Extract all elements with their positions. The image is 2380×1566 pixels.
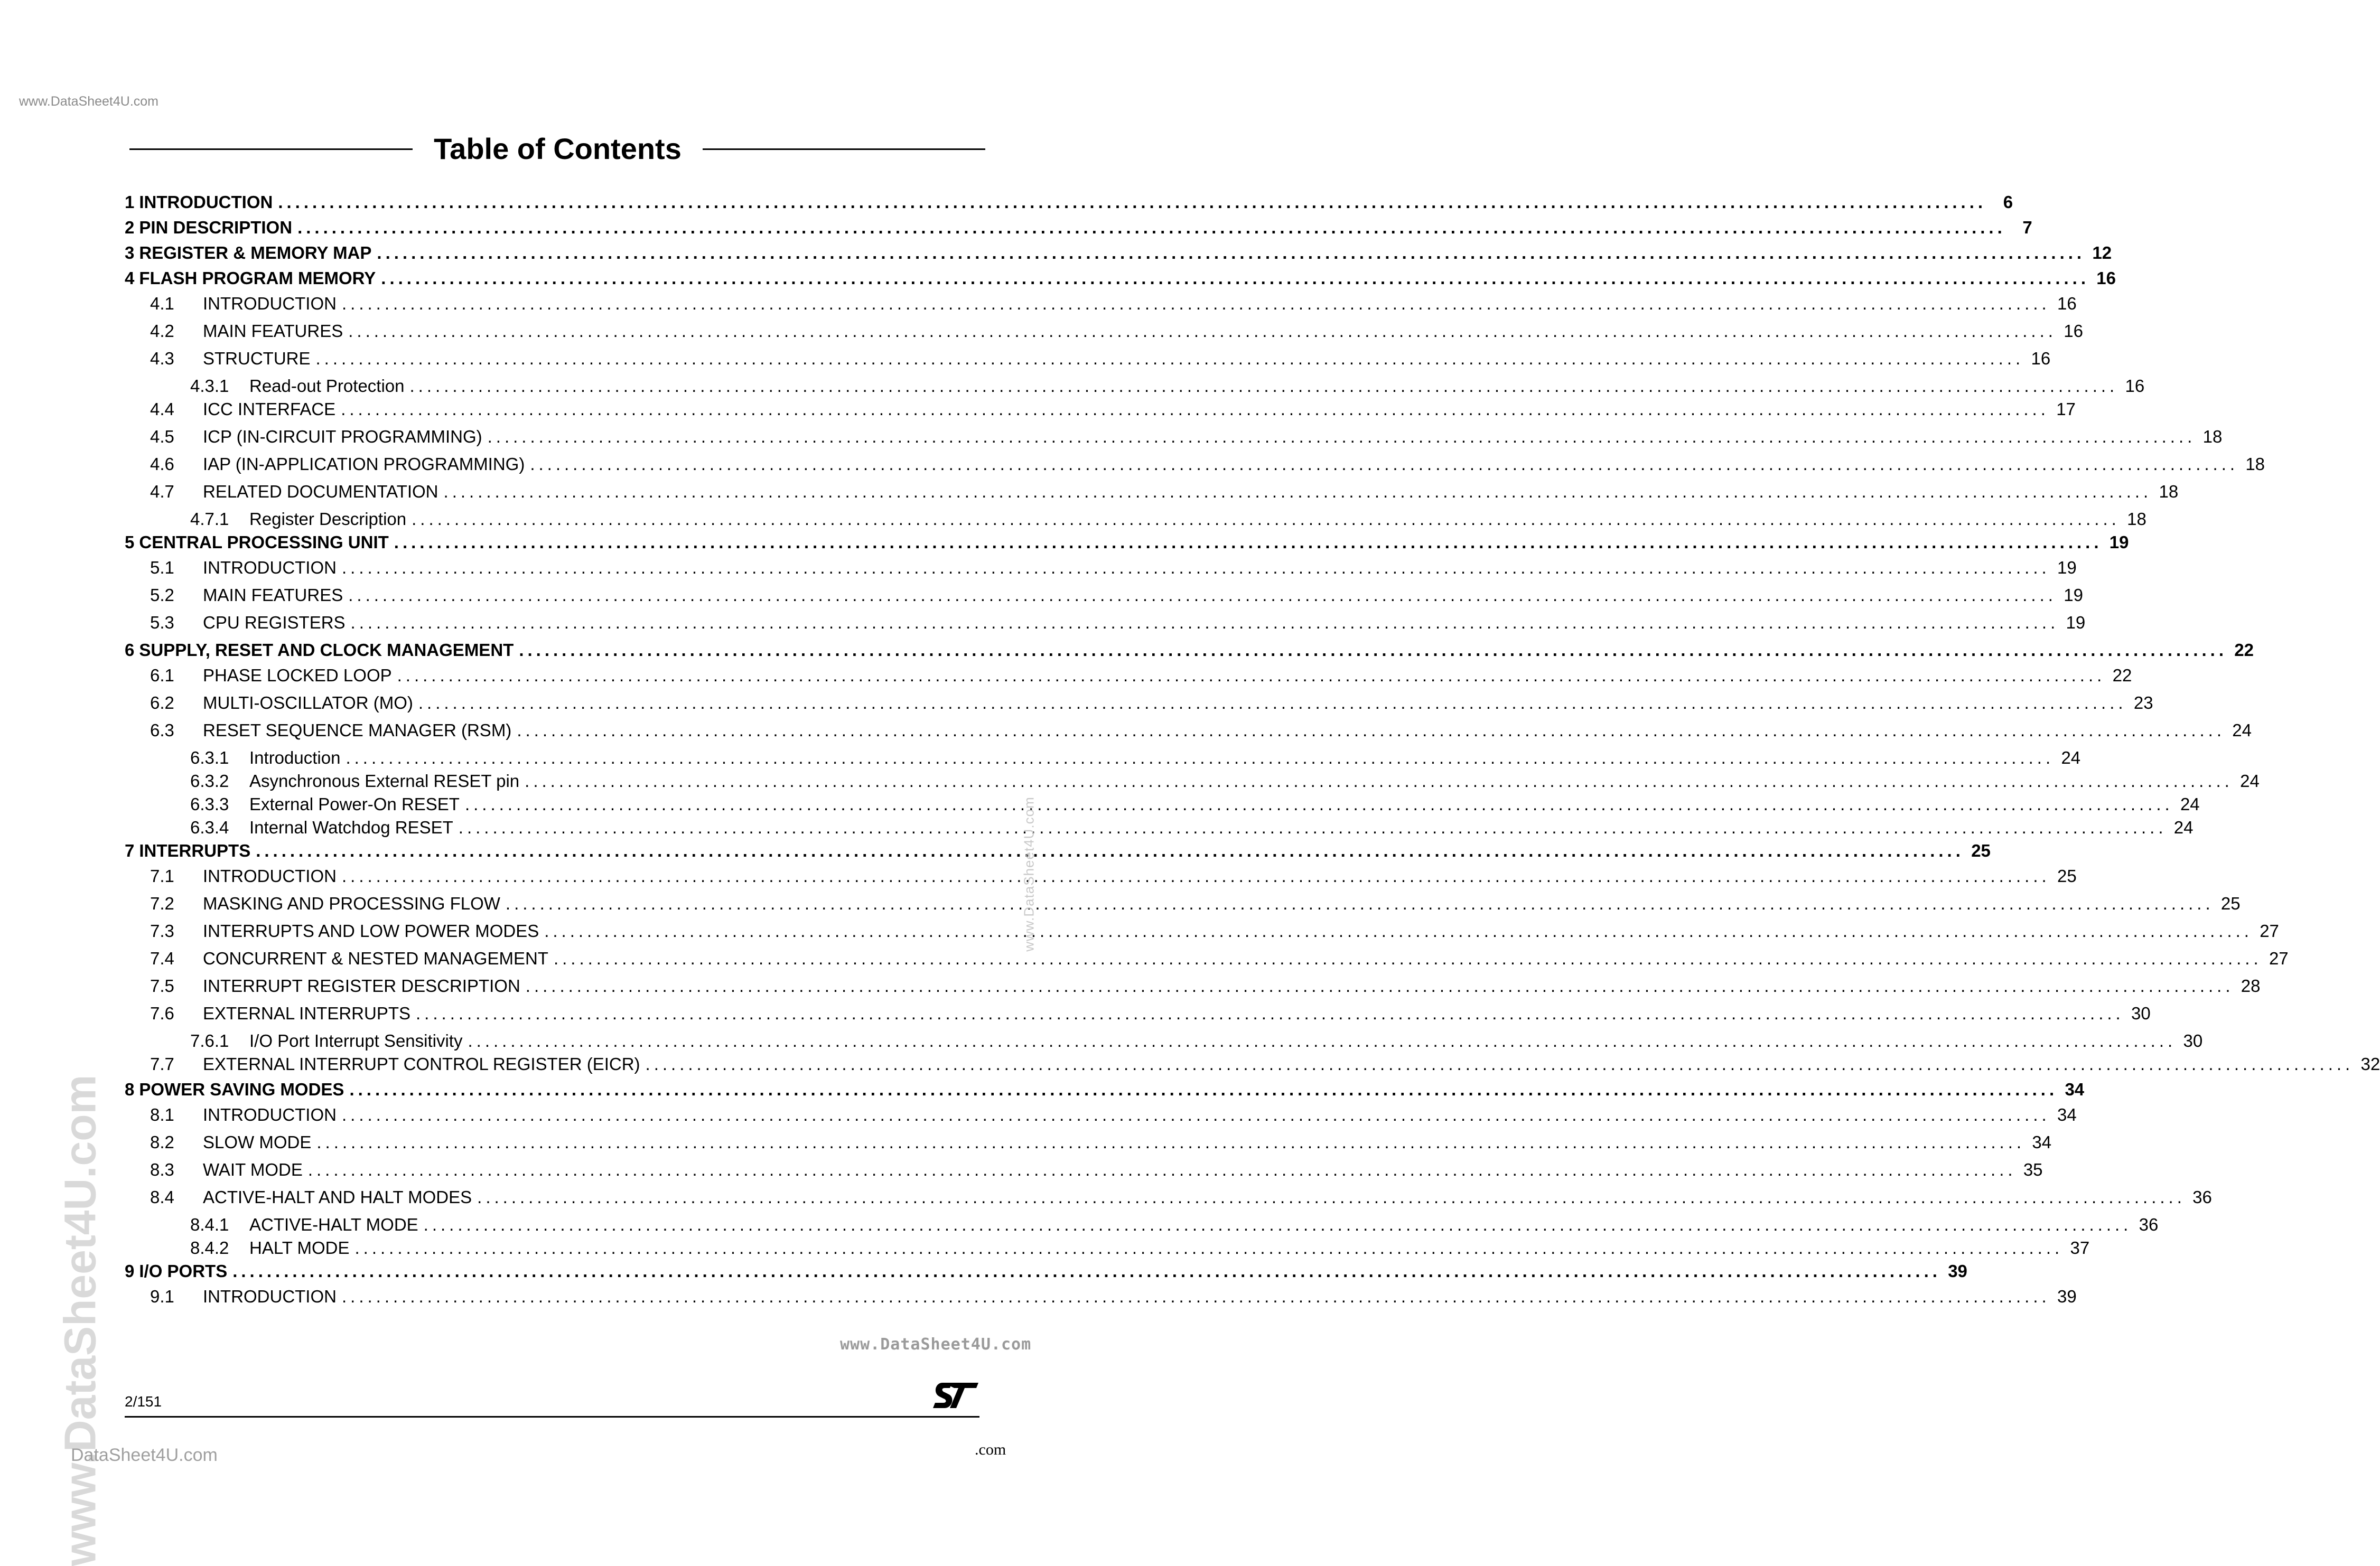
toc-entry[interactable] — [125, 1079, 2085, 1100]
toc-entry[interactable] — [125, 399, 2076, 420]
toc-dot-leader: ........................................................................................................................................................................................................ — [423, 1215, 2132, 1234]
toc-entry-page: 36 — [2192, 1187, 2212, 1207]
toc-entry-title: Introduction — [249, 748, 341, 767]
toc-entry-title: RELATED DOCUMENTATION — [203, 482, 438, 501]
toc-dot-leader: ........................................................................................................................................................................................................ — [348, 321, 2057, 341]
toc-dot-leader: ........................................................................................................................................................................................................ — [349, 1080, 2058, 1099]
toc-entry[interactable] — [125, 1132, 2052, 1153]
toc-entry-number: 6.3.2 — [190, 771, 229, 791]
toc-dot-leader: ........................................................................................................................................................................................................ — [232, 1261, 1941, 1281]
toc-entry[interactable] — [125, 893, 2241, 914]
toc-entry-number: 4.4 — [150, 399, 174, 419]
toc-entry-title: INTRODUCTION — [203, 1287, 337, 1306]
toc-dot-leader: ........................................................................................................................................................................................................ — [341, 558, 2050, 577]
toc-entry-page: 34 — [2032, 1132, 2052, 1152]
toc-entry[interactable] — [125, 426, 2223, 447]
toc-entry[interactable] — [125, 665, 2132, 686]
toc-entry[interactable] — [125, 293, 2077, 314]
toc-entry-page: 24 — [2180, 794, 2200, 814]
toc-entry-title: STRUCTURE — [203, 349, 311, 368]
toc-dot-leader: ........................................................................................................................................................................................................ — [307, 1160, 2017, 1179]
toc-dot-leader: ........................................................................................................................................................................................................ — [256, 841, 1964, 860]
toc-dot-leader: ........................................................................................................................................................................................................ — [505, 894, 2214, 913]
toc-entry-title: INTERRUPTS AND LOW POWER MODES — [203, 921, 539, 941]
toc-entry[interactable] — [125, 747, 2081, 768]
title-row — [129, 132, 985, 174]
toc-entry[interactable] — [125, 192, 2013, 213]
toc-dot-leader: ........................................................................................................................................................................................................ — [341, 294, 2050, 313]
toc-entry-title: Read-out Protection — [249, 376, 405, 396]
toc-entry-page: 19 — [2064, 585, 2083, 605]
toc-dot-leader: ........................................................................................................................................................................................................ — [341, 866, 2050, 886]
toc-entry-page: 27 — [2269, 949, 2289, 968]
st-logo-icon — [931, 1381, 982, 1410]
toc-dot-leader: ........................................................................................................................................................................................................ — [377, 243, 2086, 262]
toc-entry[interactable] — [125, 1054, 2380, 1075]
toc-entry[interactable] — [125, 321, 2083, 342]
toc-entry-number: 4 — [125, 268, 135, 288]
toc-entry-title: I/O Port Interrupt Sensitivity — [249, 1031, 463, 1051]
toc-entry-title: INTERRUPT REGISTER DESCRIPTION — [203, 976, 520, 996]
toc-dot-leader: ........................................................................................................................................................................................................ — [348, 585, 2057, 605]
toc-entry-page: 32 — [2360, 1054, 2380, 1074]
toc-entry-title: CONCURRENT & NESTED MANAGEMENT — [203, 949, 548, 968]
toc-entry-number: 5.3 — [150, 613, 174, 632]
toc-entry-number: 7.1 — [150, 866, 174, 886]
toc-entry[interactable] — [125, 612, 2086, 633]
toc-entry-page: 22 — [2234, 640, 2254, 660]
toc-dot-leader: ........................................................................................................................................................................................................ — [519, 640, 2228, 660]
toc-entry-number: 7.6.1 — [190, 1031, 229, 1051]
toc-entry-page: 24 — [2232, 720, 2252, 740]
toc-dot-leader: ........................................................................................................................................................................................................ — [530, 454, 2239, 474]
toc-entry-page: 23 — [2133, 693, 2153, 712]
toc-entry-number: 6.1 — [150, 665, 174, 685]
toc-dot-leader: ........................................................................................................................................................................................................ — [409, 376, 2118, 396]
watermark-bottom-left: DataSheet4U.com — [71, 1445, 218, 1465]
toc-entry[interactable] — [125, 817, 2194, 838]
toc-entry-title: REGISTER & MEMORY MAP — [139, 243, 372, 262]
toc-entry-page: 22 — [2112, 665, 2132, 685]
toc-entry[interactable] — [125, 454, 2265, 475]
toc-entry[interactable] — [125, 794, 2200, 815]
toc-entry-number: 8.3 — [150, 1160, 174, 1179]
toc-entry-number: 2 — [125, 218, 135, 237]
toc-entry-number: 8.4 — [150, 1187, 174, 1207]
toc-entry-page: 25 — [2057, 866, 2077, 886]
toc-entry-title: INTRODUCTION — [139, 192, 273, 212]
toc-entry[interactable] — [125, 268, 2116, 289]
toc-entry-title: INTERRUPTS — [139, 841, 251, 860]
toc-entry-title: MAIN FEATURES — [203, 321, 343, 341]
toc-dot-leader: ........................................................................................................................................................................................................ — [297, 218, 2006, 237]
toc-entry-title: CPU REGISTERS — [203, 613, 346, 632]
toc-entry[interactable] — [125, 242, 2112, 264]
toc-entry-number: 8 — [125, 1080, 135, 1099]
toc-entry-page: 34 — [2057, 1105, 2077, 1124]
toc-dot-leader: ........................................................................................................................................................................................................ — [645, 1054, 2354, 1074]
toc-entry[interactable] — [125, 720, 2252, 741]
watermark-big-vertical: www.DataSheet4U.com — [55, 1074, 105, 1566]
toc-entry-title: INTRODUCTION — [203, 294, 337, 313]
toc-entry-title: MASKING AND PROCESSING FLOW — [203, 894, 500, 913]
toc-entry-number: 6.3.3 — [190, 794, 229, 814]
toc-entry-page: 24 — [2173, 818, 2194, 837]
toc-entry-title: POWER SAVING MODES — [139, 1080, 344, 1099]
toc-dot-leader: ........................................................................................................................................................................................................ — [468, 1031, 2177, 1051]
toc-entry-number: 6.3 — [150, 720, 174, 740]
toc-entry-page: 16 — [2064, 321, 2083, 341]
toc-entry-number: 6.3.1 — [190, 748, 229, 767]
toc-dot-leader: ........................................................................................................................................................................................................ — [278, 192, 1987, 212]
toc-entry[interactable] — [125, 217, 2032, 238]
toc-entry-title: HALT MODE — [249, 1238, 350, 1258]
toc-entry-page: 19 — [2109, 532, 2129, 552]
toc-entry-number: 7.4 — [150, 949, 174, 968]
toc-entry-number: 4.5 — [150, 427, 174, 446]
toc-entry[interactable] — [125, 1003, 2151, 1024]
toc-entry[interactable] — [125, 557, 2077, 578]
toc-entry-title: EXTERNAL INTERRUPT CONTROL REGISTER (EICR) — [203, 1054, 640, 1074]
toc-entry-number: 4.2 — [150, 321, 174, 341]
toc-entry-title: EXTERNAL INTERRUPTS — [203, 1004, 411, 1023]
toc-dot-leader: ........................................................................................................................................................................................................ — [418, 693, 2127, 712]
toc-entry-number: 4.7.1 — [190, 509, 229, 529]
toc-dot-leader: ........................................................................................................................................................................................................ — [464, 794, 2173, 814]
toc-entry-page: 16 — [2096, 268, 2116, 288]
toc-entry-number: 4.6 — [150, 454, 174, 474]
toc-dot-leader: ........................................................................................................................................................................................................ — [544, 921, 2253, 941]
toc-dot-leader: ........................................................................................................................................................................................................ — [315, 349, 2024, 368]
toc-dot-leader: ........................................................................................................................................................................................................ — [412, 509, 2120, 529]
toc-entry-title: I/O PORTS — [139, 1261, 228, 1281]
toc-entry-number: 7.6 — [150, 1004, 174, 1023]
toc-entry-page: 30 — [2183, 1031, 2203, 1051]
toc-dot-leader: ........................................................................................................................................................................................................ — [341, 1287, 2050, 1306]
toc-entry-title: Internal Watchdog RESET — [249, 818, 453, 837]
toc-entry-title: INTRODUCTION — [203, 558, 337, 577]
toc-entry-page: 35 — [2023, 1160, 2043, 1179]
toc-entry[interactable] — [125, 1187, 2212, 1208]
toc-entry-number: 4.7 — [150, 482, 174, 501]
toc-entry-title: ACTIVE-HALT MODE — [249, 1215, 418, 1234]
toc-entry-page: 25 — [1971, 841, 1991, 860]
title-rule-right — [703, 148, 985, 150]
toc-entry-title: WAIT MODE — [203, 1160, 303, 1179]
toc-entry-title: External Power-On RESET — [249, 794, 460, 814]
toc-entry-page: 28 — [2241, 976, 2261, 996]
toc-dot-leader: ........................................................................................................................................................................................................ — [316, 1132, 2026, 1152]
toc-entry-page: 18 — [2159, 482, 2179, 501]
page-title: Table of Contents — [434, 132, 682, 165]
toc-entry-page: 18 — [2127, 509, 2146, 529]
toc-entry[interactable] — [125, 1159, 2043, 1180]
toc-entry[interactable] — [125, 509, 2146, 530]
toc-entry[interactable] — [125, 376, 2145, 397]
toc-dot-leader: ........................................................................................................................................................................................................ — [517, 720, 2226, 740]
toc-dot-leader: ........................................................................................................................................................................................................ — [354, 1238, 2064, 1258]
toc-entry-number: 9.1 — [150, 1287, 174, 1306]
toc-dot-leader: ........................................................................................................................................................................................................ — [458, 818, 2167, 837]
toc-entry-number: 1 — [125, 192, 135, 212]
toc-entry-number: 4.1 — [150, 294, 174, 313]
toc-entry-page: 34 — [2065, 1080, 2085, 1099]
watermark-bottom-right: .com — [975, 1441, 1006, 1458]
toc-entry[interactable] — [125, 1286, 2077, 1307]
toc-entry-title: SUPPLY, RESET AND CLOCK MANAGEMENT — [139, 640, 514, 660]
toc-entry-number: 7 — [125, 841, 135, 860]
watermark-side: www.DataSheet4U.com — [1021, 796, 1037, 952]
toc-dot-leader: ........................................................................................................................................................................................................ — [397, 665, 2106, 685]
toc-entry-title: Asynchronous External RESET pin — [249, 771, 520, 791]
toc-entry[interactable] — [125, 840, 1991, 861]
toc-entry[interactable] — [125, 585, 2083, 606]
toc-entry-page: 18 — [2245, 454, 2265, 474]
toc-entry-title: ACTIVE-HALT AND HALT MODES — [203, 1187, 472, 1207]
toc-dot-leader: ........................................................................................................................................................................................................ — [525, 771, 2233, 791]
toc-entry-number: 6 — [125, 640, 135, 660]
toc-entry-page: 27 — [2260, 921, 2279, 941]
toc-entry-number: 8.2 — [150, 1132, 174, 1152]
toc-entry-page: 30 — [2131, 1004, 2151, 1023]
toc-entry-number: 8.4.1 — [190, 1215, 229, 1234]
toc-entry-title: INTRODUCTION — [203, 1105, 337, 1124]
toc-entry-title: PIN DESCRIPTION — [139, 218, 293, 237]
watermark-bottom-right-bold: www.DataSheet4U.com — [840, 1335, 1032, 1354]
toc-entry[interactable] — [125, 348, 2051, 369]
toc-entry-page: 16 — [2057, 294, 2077, 313]
toc-entry-title: MAIN FEATURES — [203, 585, 343, 605]
toc-entry-page: 36 — [2139, 1215, 2159, 1234]
toc-dot-leader: ........................................................................................................................................................................................................ — [381, 268, 2089, 288]
toc-entry-number: 8.1 — [150, 1105, 174, 1124]
toc-entry-title: RESET SEQUENCE MANAGER (RSM) — [203, 720, 512, 740]
toc-entry[interactable] — [125, 921, 2279, 942]
toc-entry[interactable] — [125, 976, 2261, 997]
toc-entry-number: 9 — [125, 1261, 135, 1281]
title-rule-left — [129, 148, 413, 150]
toc-entry-page: 12 — [2092, 243, 2112, 262]
page-number: 2/151 — [125, 1393, 162, 1410]
toc-entry-number: 7.7 — [150, 1054, 174, 1074]
toc-entry-title: ICP (IN-CIRCUIT PROGRAMMING) — [203, 427, 482, 446]
toc-entry-page: 19 — [2057, 558, 2077, 577]
toc-entry-number: 7.3 — [150, 921, 174, 941]
toc-entry-page: 39 — [2057, 1287, 2077, 1306]
toc-entry[interactable] — [125, 481, 2179, 502]
toc-dot-leader: ........................................................................................................................................................................................................ — [477, 1187, 2186, 1207]
watermark-top-left: www.DataSheet4U.com — [19, 94, 159, 109]
toc-entry-page: 19 — [2066, 613, 2086, 632]
toc-dot-leader: ........................................................................................................................................................................................................ — [341, 399, 2049, 419]
toc-entry-number: 5.2 — [150, 585, 174, 605]
toc-entry-page: 16 — [2125, 376, 2145, 396]
toc-entry-number: 5 — [125, 532, 135, 552]
toc-entry[interactable] — [125, 1237, 2090, 1259]
toc-entry-number: 3 — [125, 243, 135, 262]
footer-rule — [125, 1416, 979, 1418]
toc-entry-title: CENTRAL PROCESSING UNIT — [139, 532, 389, 552]
toc-entry-number: 4.3 — [150, 349, 174, 368]
toc-entry-title: FLASH PROGRAM MEMORY — [139, 268, 376, 288]
toc-entry-number: 7.5 — [150, 976, 174, 996]
toc-entry-title: MULTI-OSCILLATOR (MO) — [203, 693, 413, 712]
toc-entry-page: 7 — [2022, 218, 2032, 237]
toc-entry-title: ICC INTERFACE — [203, 399, 336, 419]
toc-entry[interactable] — [125, 771, 2260, 792]
toc-entry-number: 7.2 — [150, 894, 174, 913]
toc-entry[interactable] — [125, 1104, 2077, 1126]
toc-entry-number: 8.4.2 — [190, 1238, 229, 1258]
toc-entry-title: INTRODUCTION — [203, 866, 337, 886]
toc-entry-page: 6 — [2003, 192, 2013, 212]
toc-entry-page: 16 — [2031, 349, 2051, 368]
toc-entry-page: 18 — [2202, 427, 2223, 446]
toc-entry[interactable] — [125, 532, 2129, 553]
toc-entry[interactable] — [125, 692, 2153, 714]
toc-dot-leader: ........................................................................................................................................................................................................ — [525, 976, 2234, 996]
toc-entry-number: 6.2 — [150, 693, 174, 712]
toc-entry-title: SLOW MODE — [203, 1132, 312, 1152]
toc-entry[interactable] — [125, 866, 2077, 887]
toc-dot-leader: ........................................................................................................................................................................................................ — [341, 1105, 2050, 1124]
toc-dot-leader: ........................................................................................................................................................................................................ — [350, 613, 2059, 632]
toc-entry-number: 6.3.4 — [190, 818, 229, 837]
toc-dot-leader: ........................................................................................................................................................................................................ — [394, 532, 2103, 552]
toc-entry[interactable] — [125, 1030, 2203, 1052]
toc-dot-leader: ........................................................................................................................................................................................................ — [443, 482, 2152, 501]
toc-entry-page: 25 — [2220, 894, 2241, 913]
toc-entry-page: 39 — [1948, 1261, 1967, 1281]
toc-entry-page: 17 — [2056, 399, 2076, 419]
toc-entry-title: PHASE LOCKED LOOP — [203, 665, 392, 685]
toc-dot-leader: ........................................................................................................................................................................................................ — [553, 949, 2262, 968]
toc-entry[interactable] — [125, 1261, 1967, 1282]
toc-entry[interactable] — [125, 948, 2289, 969]
toc-dot-leader: ........................................................................................................................................................................................................ — [416, 1004, 2124, 1023]
toc-entry[interactable] — [125, 1214, 2159, 1235]
toc-entry-page: 37 — [2070, 1238, 2090, 1258]
toc-entry-title: Register Description — [249, 509, 407, 529]
toc-entry-page: 24 — [2240, 771, 2260, 791]
toc-entry-number: 4.3.1 — [190, 376, 229, 396]
toc-dot-leader: ........................................................................................................................................................................................................ — [487, 427, 2196, 446]
toc-entry[interactable] — [125, 640, 2254, 661]
toc-entry-number: 5.1 — [150, 558, 174, 577]
toc-dot-leader: ........................................................................................................................................................................................................ — [346, 748, 2055, 767]
toc-entry-title: IAP (IN-APPLICATION PROGRAMMING) — [203, 454, 525, 474]
toc-entry-page: 24 — [2061, 748, 2081, 767]
